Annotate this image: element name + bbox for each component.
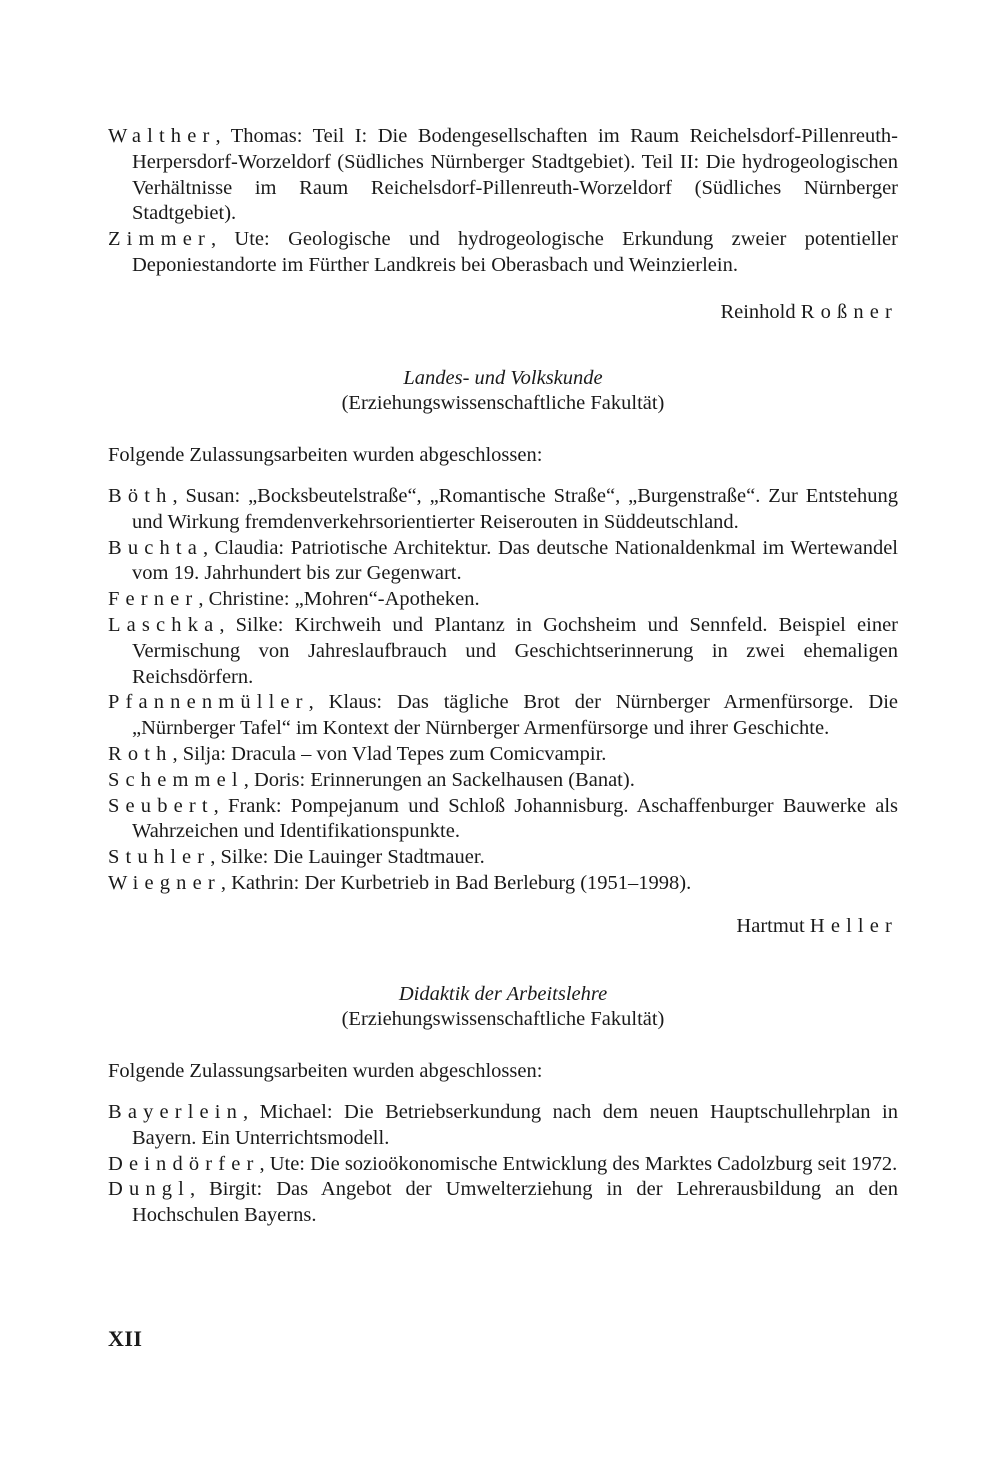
page-number: XII (108, 1326, 143, 1351)
list-item (108, 690, 898, 742)
entry-text: , Ute: Die sozioökonomische Entwicklung des Marktes Cadolzburg seit 1972. (259, 1152, 898, 1175)
list-item (108, 794, 898, 846)
entry-author: Walther (108, 125, 216, 147)
entry-author: Schemmel (108, 768, 244, 791)
entry-author: Bayerlein (108, 1100, 244, 1123)
signature-last: Heller (809, 914, 898, 937)
entry-text: , Silke: Kirchweih und Plantanz in Gochsheim und Sennfeld. Beispiel einer Vermischung von Jahreslaufbrauch und Geschichtserinnerung in zwei ehemaligen Reichsdörfern. (132, 613, 898, 688)
entry-text: , Michael: Die Betriebserkundung nach dem neuen Hauptschullehrplan in Bayern. Ein Unterrichtsmodell. (132, 1100, 898, 1149)
entry-author: Böth (108, 484, 173, 507)
page-content (108, 124, 898, 1229)
signature-first: Reinhold (720, 300, 801, 323)
list-item (108, 227, 898, 279)
entry-text: , Doris: Erinnerungen an Sackelhausen (Banat). (243, 768, 635, 791)
entry-author: Ferner (108, 588, 199, 611)
entry-author: Pfannenmüller (108, 691, 309, 714)
list-item (108, 1177, 898, 1229)
section-heading (108, 982, 898, 1034)
list-item (108, 1152, 898, 1178)
section-title: Didaktik der Arbeitslehre (398, 982, 608, 1005)
signature-first: Hartmut (736, 914, 810, 937)
list-item (108, 587, 898, 613)
section-heading (108, 366, 898, 418)
section-intro: Folgende Zulassungsarbeiten wurden abgeschlossen: (108, 444, 543, 467)
list-item (108, 845, 898, 871)
list-item (108, 536, 898, 588)
entry-author: Buchta (108, 536, 203, 559)
section-subtitle: (Erziehungswissenschaftliche Fakultät) (341, 1008, 665, 1031)
entry-text: , Birgit: Das Angebot der Umwelterziehung in der Lehrerausbildung an den Hochschulen Bayerns. (132, 1178, 898, 1227)
entry-author: Wiegner (108, 871, 221, 894)
signature (108, 300, 898, 326)
list-item (108, 742, 898, 768)
section-intro: Folgende Zulassungsarbeiten wurden abgeschlossen: (108, 1060, 543, 1083)
section-subtitle: (Erziehungswissenschaftliche Fakultät) (341, 392, 665, 415)
entry-list (108, 1100, 898, 1229)
entry-list (108, 484, 898, 897)
entry-text: , Klaus: Das tägliche Brot der Nürnberger Armenfürsorge. Die „Nürnberger Tafel“ im Kontext der Nürnberger Armenfürsorge und ihrer Geschichte. (132, 691, 898, 740)
entry-text: , Susan: „Bocksbeutelstraße“, „Romantische Straße“, „Burgenstraße“. Zur Entstehung und Wirkung fremdenverkehrsorientierter Reiserouten in Süddeutschland. (132, 484, 898, 533)
list-item (108, 484, 898, 536)
signature (108, 914, 898, 940)
entry-author: Stuhler (108, 846, 211, 869)
entry-author: Dungl (108, 1178, 190, 1201)
entry-text: , Frank: Pompejanum und Schloß Johannisburg. Aschaffenburger Bauwerke als Wahrzeichen und Identifikationspunkte. (132, 794, 898, 843)
entry-text: , Kathrin: Der Kurbetrieb in Bad Berleburg (1951–1998). (220, 871, 692, 894)
entry-text: , Ute: Geologische und hydrogeologische Erkundung zweier potentieller Deponiestandorte im Fürther Landkreis bei Oberasbach und Weinzierlein. (132, 228, 898, 276)
list-item (108, 871, 898, 897)
signature-last: Roßner (800, 300, 898, 323)
list-item (108, 1100, 898, 1152)
entry-text: , Christine: „Mohren“-Apotheken. (198, 588, 480, 611)
section-title: Landes- und Volkskunde (403, 366, 603, 389)
entry-text: , Silke: Die Lauinger Stadtmauer. (210, 846, 485, 869)
entry-author: Roth (108, 742, 173, 765)
entry-text: , Claudia: Patriotische Architektur. Das deutsche Nationaldenkmal im Wertewandel vom 19. Jahrhundert bis zur Gegenwart. (132, 536, 898, 585)
entry-author: Deindörfer (108, 1152, 260, 1175)
entry-author: Seubert (108, 794, 214, 817)
list-item (108, 613, 898, 690)
list-item (108, 768, 898, 794)
entry-author: Zimmer (108, 228, 211, 251)
entry-text: , Silja: Dracula – von Vlad Tepes zum Comicvampir. (172, 742, 607, 765)
list-item (108, 124, 898, 227)
entry-author: Laschka (108, 613, 220, 636)
entry-text: , Thomas: Teil I: Die Bodengesellschaften im Raum Reichelsdorf-Pillenreuth-Herpersdorf-Worzeldorf (Südliches Nürnberger Stadtgebiet). Teil II: Die hydrogeologischen Verhältnisse im Raum Reichelsdorf-Pillenreuth-Worzeldorf (Südliches Nürnberger Stadtgebiet). (132, 125, 898, 225)
